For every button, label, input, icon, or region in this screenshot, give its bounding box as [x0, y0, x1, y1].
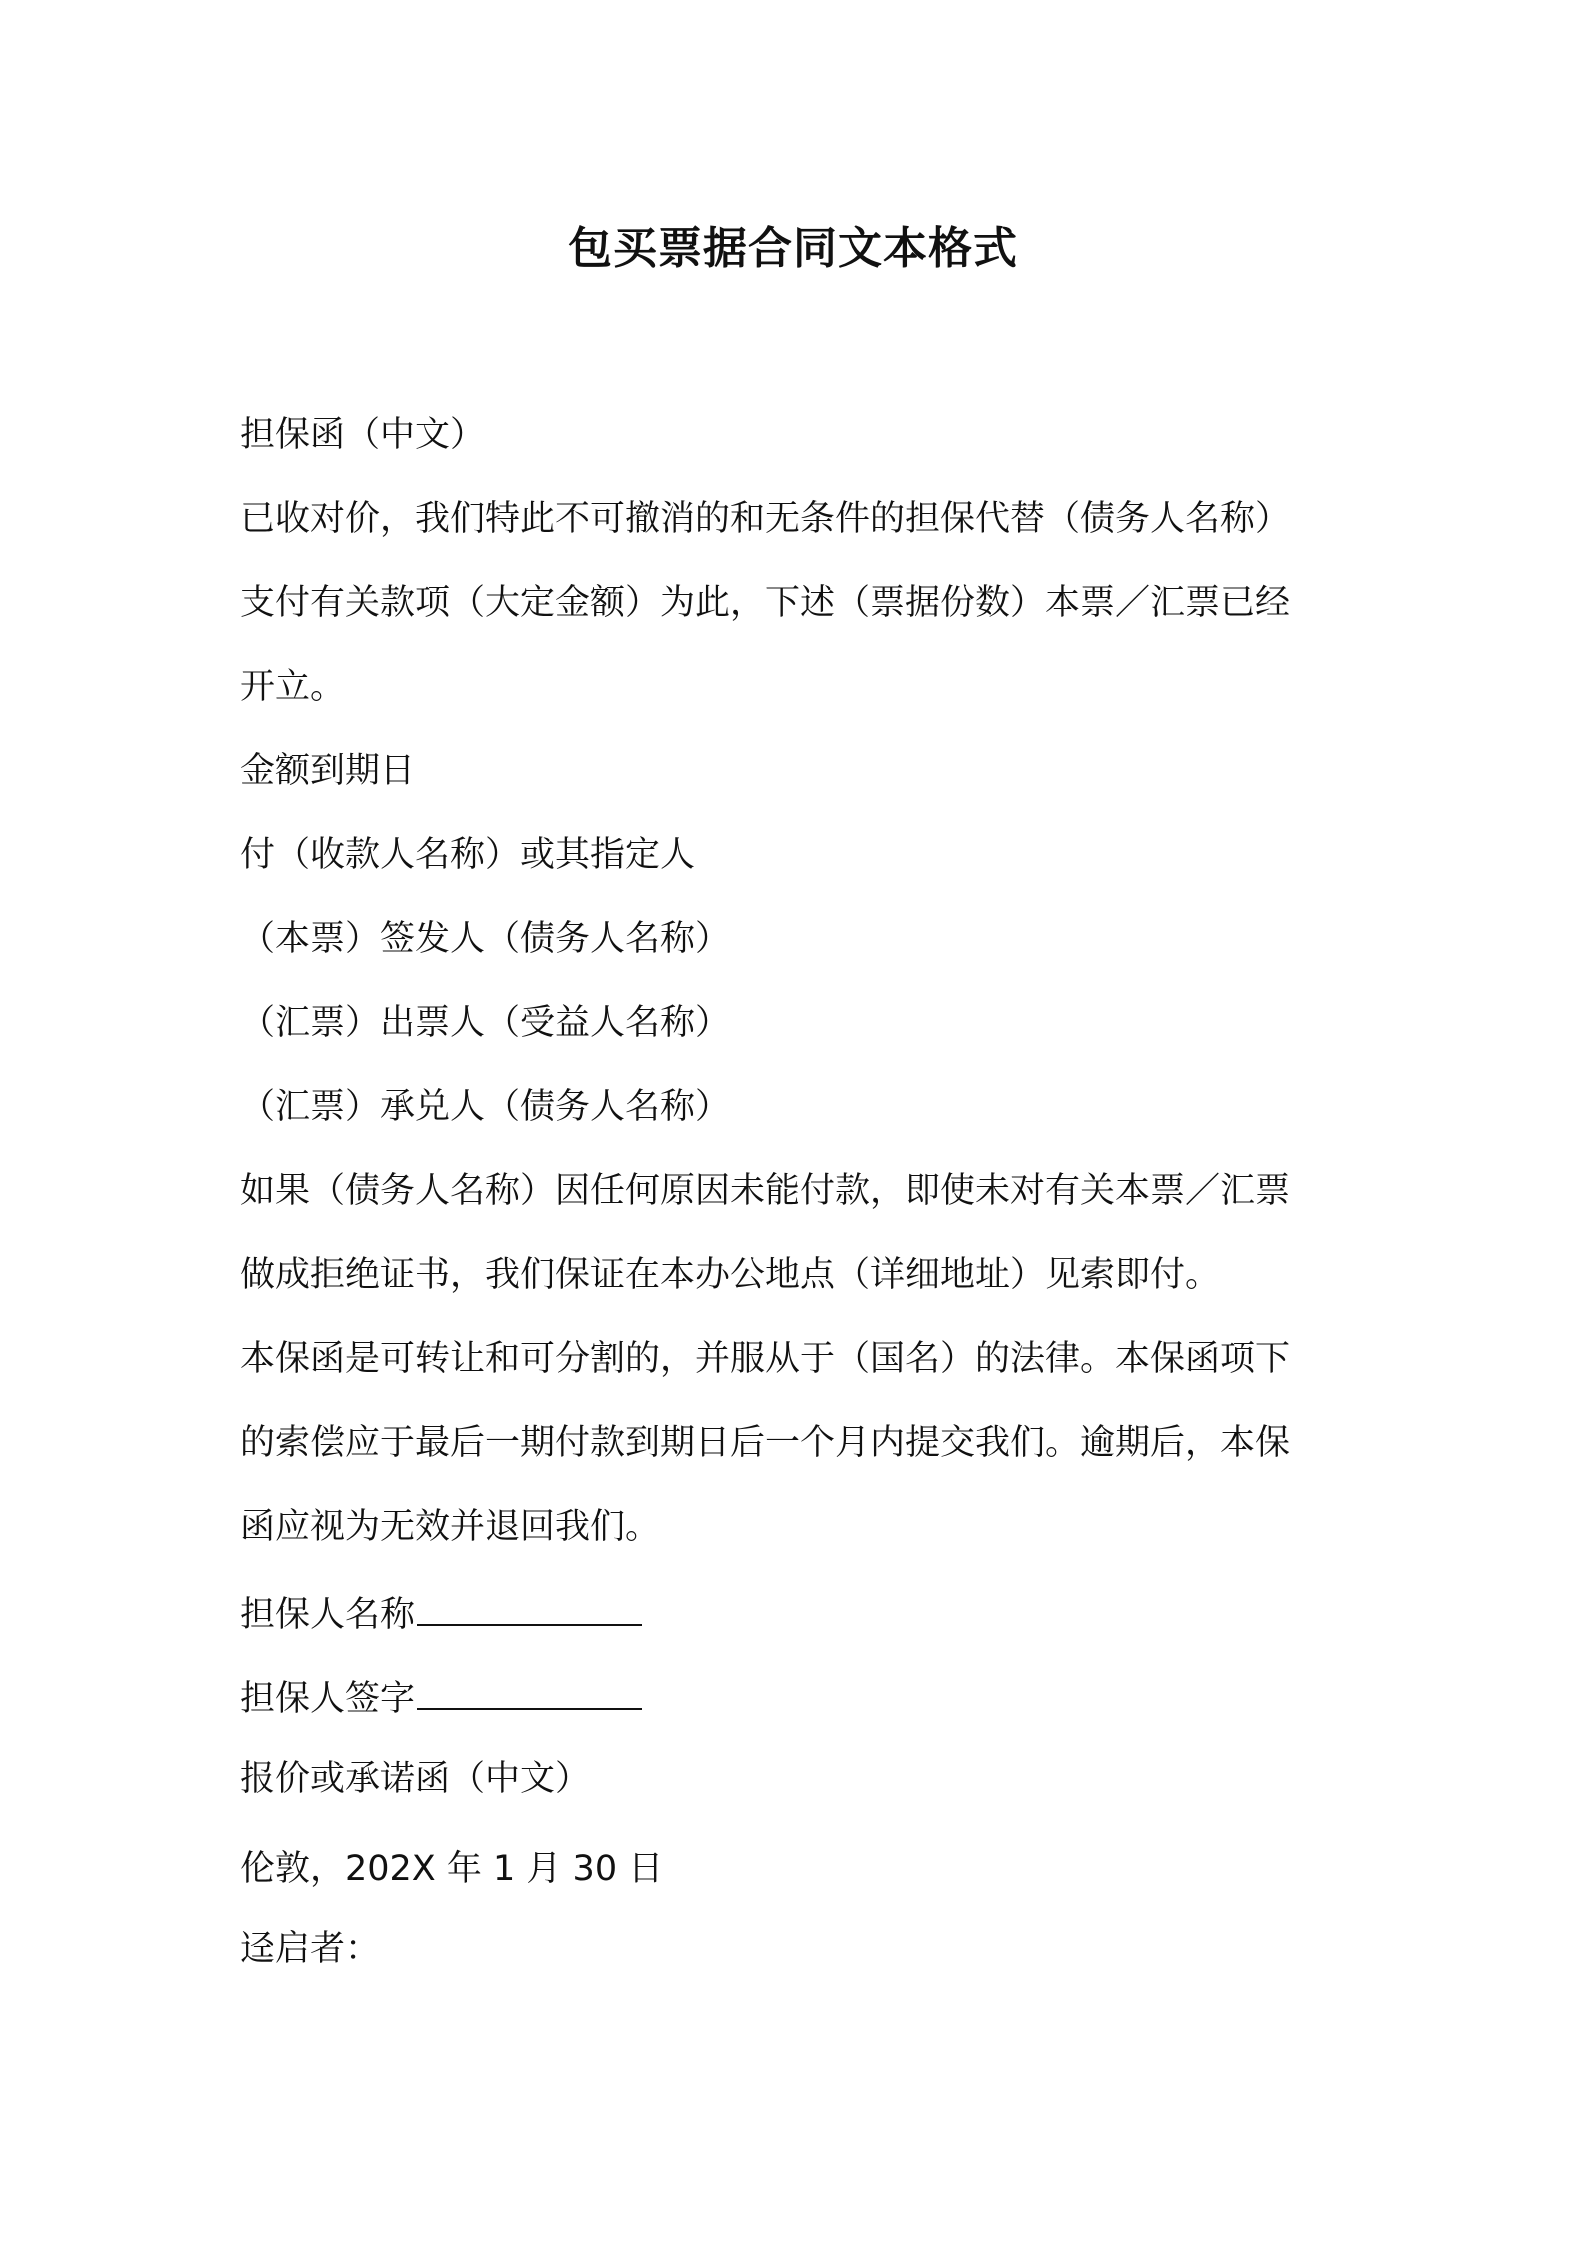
body-line: 金额到期日: [240, 751, 416, 791]
guarantor-name-row: [240, 1586, 642, 1640]
body-line: 函应视为无效并退回我们。: [240, 1507, 661, 1547]
guarantor-signature-blank: [417, 1670, 642, 1710]
body-line: （本票）签发人（债务人名称）: [240, 919, 731, 959]
body-line: 做成拒绝证书，我们保证在本办公地点（详细地址）见索即付。: [240, 1255, 1221, 1295]
guarantor-signature-row: [240, 1670, 642, 1724]
quote-heading: 报价或承诺函（中文）: [240, 1759, 591, 1799]
date-line: 伦敦，202X 年 1 月 30 日: [240, 1849, 664, 1889]
guarantor-name-blank: [417, 1586, 642, 1626]
guarantor-name-label: 担保人名称: [240, 1595, 416, 1635]
guarantee-heading: 担保函（中文）: [240, 415, 486, 455]
body-line: 开立。: [240, 667, 346, 707]
body-line: 付（收款人名称）或其指定人: [240, 835, 696, 875]
body-line: 本保函是可转让和可分割的，并服从于（国名）的法律。本保函项下: [240, 1339, 1291, 1379]
body-line: （汇票）承兑人（债务人名称）: [240, 1087, 731, 1127]
salutation: 迳启者：: [240, 1929, 381, 1969]
document-title: 包买票据合同文本格式: [568, 223, 1018, 274]
body-line: 的索偿应于最后一期付款到期日后一个月内提交我们。逾期后，本保: [240, 1423, 1291, 1463]
guarantor-signature-label: 担保人签字: [240, 1679, 416, 1719]
body-line: 如果（债务人名称）因任何原因未能付款，即使未对有关本票／汇票: [240, 1171, 1291, 1211]
body-line: 支付有关款项（大定金额）为此，下述（票据份数）本票／汇票已经: [240, 583, 1291, 623]
body-line: （汇票）出票人（受益人名称）: [240, 1003, 731, 1043]
body-line: 已收对价，我们特此不可撤消的和无条件的担保代替（债务人名称）: [240, 499, 1291, 539]
